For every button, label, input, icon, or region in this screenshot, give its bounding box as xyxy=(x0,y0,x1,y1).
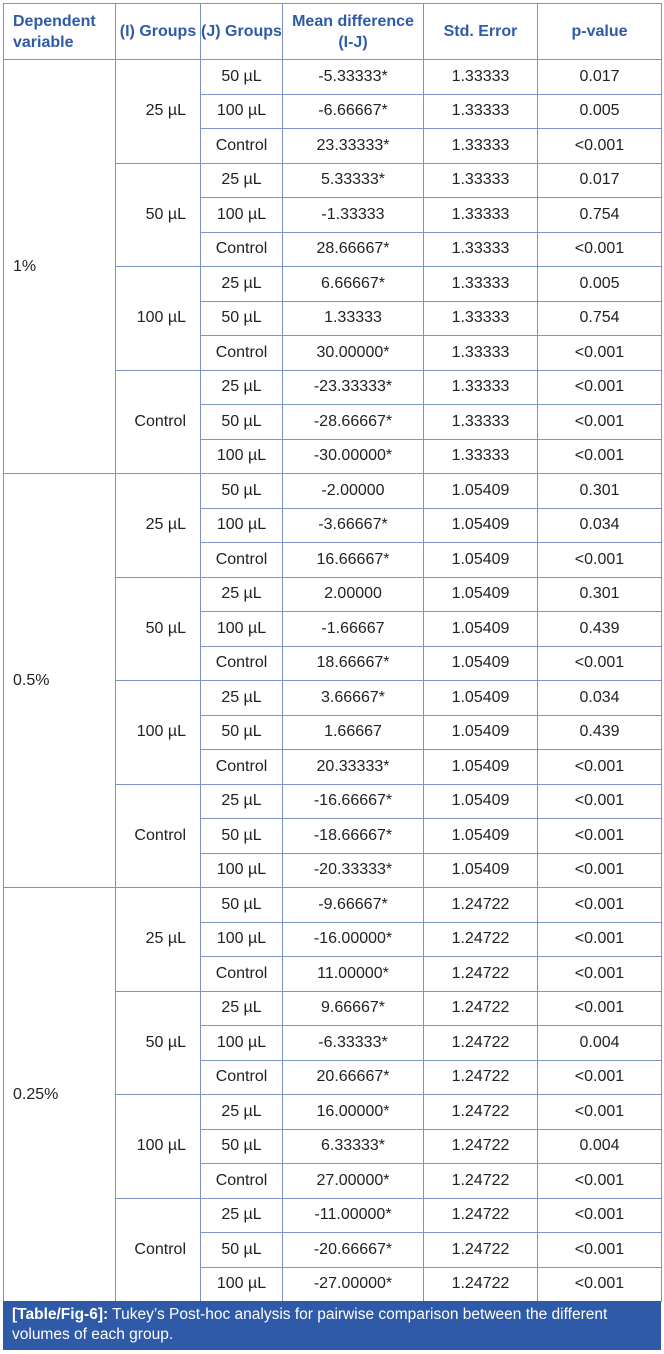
std-error-cell: 1.33333 xyxy=(424,405,538,440)
std-error-cell: 1.33333 xyxy=(424,301,538,336)
group-j-cell: 100 µL xyxy=(201,94,283,129)
mean-difference-cell: -27.00000* xyxy=(283,1267,424,1302)
mean-difference-cell: -3.66667* xyxy=(283,508,424,543)
mean-difference-cell: -28.66667* xyxy=(283,405,424,440)
std-error-cell: 1.33333 xyxy=(424,267,538,302)
table-body xyxy=(4,60,662,1302)
table-header xyxy=(4,4,662,60)
mean-difference-cell: 30.00000* xyxy=(283,336,424,371)
std-error-cell: 1.24722 xyxy=(424,1233,538,1268)
caption-label: [Table/Fig-6]: xyxy=(12,1306,109,1323)
group-j-cell: 100 µL xyxy=(201,198,283,233)
p-value-cell: 0.034 xyxy=(538,508,662,543)
mean-difference-cell: -16.66667* xyxy=(283,784,424,819)
p-value-cell: <0.001 xyxy=(538,543,662,578)
group-j-cell: 25 µL xyxy=(201,370,283,405)
std-error-cell: 1.24722 xyxy=(424,1026,538,1061)
p-value-cell: <0.001 xyxy=(538,750,662,785)
std-error-cell: 1.33333 xyxy=(424,94,538,129)
std-error-cell: 1.33333 xyxy=(424,370,538,405)
p-value-cell: 0.017 xyxy=(538,60,662,95)
p-value-cell: <0.001 xyxy=(538,232,662,267)
p-value-cell: 0.017 xyxy=(538,163,662,198)
std-error-cell: 1.24722 xyxy=(424,991,538,1026)
mean-difference-cell: 2.00000 xyxy=(283,577,424,612)
std-error-cell: 1.24722 xyxy=(424,888,538,923)
mean-difference-cell: -11.00000* xyxy=(283,1198,424,1233)
mean-difference-cell: -5.33333* xyxy=(283,60,424,95)
header-group-j: (J) Groups xyxy=(201,4,283,60)
std-error-cell: 1.05409 xyxy=(424,819,538,854)
group-j-cell: 100 µL xyxy=(201,922,283,957)
group-j-cell: Control xyxy=(201,1164,283,1199)
mean-difference-cell: 18.66667* xyxy=(283,646,424,681)
std-error-cell: 1.24722 xyxy=(424,957,538,992)
std-error-cell: 1.05409 xyxy=(424,853,538,888)
group-j-cell: 25 µL xyxy=(201,1095,283,1130)
p-value-cell: <0.001 xyxy=(538,336,662,371)
p-value-cell: <0.001 xyxy=(538,1267,662,1302)
table-caption xyxy=(3,1301,661,1350)
group-j-cell: 25 µL xyxy=(201,1198,283,1233)
dependent-variable-cell: 0.5% xyxy=(4,474,116,888)
std-error-cell: 1.33333 xyxy=(424,60,538,95)
mean-difference-cell: -23.33333* xyxy=(283,370,424,405)
group-i-cell: 50 µL xyxy=(116,991,201,1095)
p-value-cell: <0.001 xyxy=(538,1164,662,1199)
table-figure xyxy=(3,3,661,1350)
group-j-cell: Control xyxy=(201,646,283,681)
p-value-cell: 0.754 xyxy=(538,198,662,233)
p-value-cell: <0.001 xyxy=(538,439,662,474)
group-i-cell: 50 µL xyxy=(116,163,201,267)
p-value-cell: 0.005 xyxy=(538,267,662,302)
header-p-value: p-value xyxy=(538,4,662,60)
group-j-cell: 50 µL xyxy=(201,60,283,95)
header-row xyxy=(4,4,662,60)
std-error-cell: 1.05409 xyxy=(424,474,538,509)
p-value-cell: <0.001 xyxy=(538,1198,662,1233)
mean-difference-cell: 6.33333* xyxy=(283,1129,424,1164)
p-value-cell: 0.034 xyxy=(538,681,662,716)
group-i-cell: 100 µL xyxy=(116,1095,201,1199)
group-j-cell: 50 µL xyxy=(201,474,283,509)
std-error-cell: 1.33333 xyxy=(424,129,538,164)
group-j-cell: 50 µL xyxy=(201,405,283,440)
group-j-cell: Control xyxy=(201,750,283,785)
std-error-cell: 1.05409 xyxy=(424,784,538,819)
header-std-error: Std. Error xyxy=(424,4,538,60)
p-value-cell: <0.001 xyxy=(538,819,662,854)
std-error-cell: 1.24722 xyxy=(424,922,538,957)
p-value-cell: <0.001 xyxy=(538,888,662,923)
group-j-cell: 25 µL xyxy=(201,163,283,198)
group-j-cell: 50 µL xyxy=(201,1129,283,1164)
group-j-cell: 25 µL xyxy=(201,577,283,612)
std-error-cell: 1.24722 xyxy=(424,1164,538,1199)
header-group-i: (I) Groups xyxy=(116,4,201,60)
mean-difference-cell: -6.33333* xyxy=(283,1026,424,1061)
p-value-cell: <0.001 xyxy=(538,1060,662,1095)
group-i-cell: 25 µL xyxy=(116,474,201,578)
group-j-cell: 50 µL xyxy=(201,301,283,336)
mean-difference-cell: 16.66667* xyxy=(283,543,424,578)
group-i-cell: Control xyxy=(116,1198,201,1302)
std-error-cell: 1.33333 xyxy=(424,198,538,233)
group-j-cell: 25 µL xyxy=(201,991,283,1026)
group-j-cell: Control xyxy=(201,543,283,578)
group-j-cell: 50 µL xyxy=(201,888,283,923)
std-error-cell: 1.33333 xyxy=(424,439,538,474)
std-error-cell: 1.24722 xyxy=(424,1267,538,1302)
group-j-cell: Control xyxy=(201,232,283,267)
group-j-cell: 100 µL xyxy=(201,508,283,543)
mean-difference-cell: 27.00000* xyxy=(283,1164,424,1199)
mean-difference-cell: -20.66667* xyxy=(283,1233,424,1268)
std-error-cell: 1.05409 xyxy=(424,715,538,750)
mean-difference-cell: -9.66667* xyxy=(283,888,424,923)
std-error-cell: 1.24722 xyxy=(424,1095,538,1130)
std-error-cell: 1.24722 xyxy=(424,1129,538,1164)
group-j-cell: 50 µL xyxy=(201,715,283,750)
group-j-cell: 25 µL xyxy=(201,681,283,716)
mean-difference-cell: 5.33333* xyxy=(283,163,424,198)
mean-difference-cell: 6.66667* xyxy=(283,267,424,302)
p-value-cell: <0.001 xyxy=(538,370,662,405)
dependent-variable-cell: 0.25% xyxy=(4,888,116,1302)
mean-difference-cell: -6.66667* xyxy=(283,94,424,129)
group-i-cell: 100 µL xyxy=(116,681,201,785)
mean-difference-cell: 9.66667* xyxy=(283,991,424,1026)
group-j-cell: 25 µL xyxy=(201,267,283,302)
p-value-cell: <0.001 xyxy=(538,405,662,440)
mean-difference-cell: -20.33333* xyxy=(283,853,424,888)
p-value-cell: <0.001 xyxy=(538,991,662,1026)
group-j-cell: 100 µL xyxy=(201,612,283,647)
p-value-cell: <0.001 xyxy=(538,1095,662,1130)
mean-difference-cell: 3.66667* xyxy=(283,681,424,716)
std-error-cell: 1.05409 xyxy=(424,681,538,716)
mean-difference-cell: 28.66667* xyxy=(283,232,424,267)
group-j-cell: 25 µL xyxy=(201,784,283,819)
mean-difference-cell: -1.66667 xyxy=(283,612,424,647)
p-value-cell: <0.001 xyxy=(538,922,662,957)
dependent-variable-cell: 1% xyxy=(4,60,116,474)
mean-difference-cell: 20.66667* xyxy=(283,1060,424,1095)
mean-difference-cell: -1.33333 xyxy=(283,198,424,233)
mean-difference-cell: 23.33333* xyxy=(283,129,424,164)
group-i-cell: Control xyxy=(116,784,201,888)
std-error-cell: 1.05409 xyxy=(424,612,538,647)
group-j-cell: 50 µL xyxy=(201,819,283,854)
std-error-cell: 1.33333 xyxy=(424,163,538,198)
p-value-cell: <0.001 xyxy=(538,646,662,681)
caption-text: Tukey’s Post-hoc analysis for pairwise comparison between the different volumes of each group. xyxy=(12,1306,608,1343)
group-i-cell: 100 µL xyxy=(116,267,201,371)
mean-difference-cell: -18.66667* xyxy=(283,819,424,854)
p-value-cell: <0.001 xyxy=(538,853,662,888)
mean-difference-cell: 20.33333* xyxy=(283,750,424,785)
group-j-cell: 100 µL xyxy=(201,1026,283,1061)
p-value-cell: <0.001 xyxy=(538,129,662,164)
group-i-cell: 25 µL xyxy=(116,60,201,164)
std-error-cell: 1.05409 xyxy=(424,646,538,681)
p-value-cell: 0.754 xyxy=(538,301,662,336)
group-j-cell: 50 µL xyxy=(201,1233,283,1268)
mean-difference-cell: 1.33333 xyxy=(283,301,424,336)
group-j-cell: Control xyxy=(201,957,283,992)
p-value-cell: 0.439 xyxy=(538,715,662,750)
table-row xyxy=(4,888,662,923)
table-row xyxy=(4,60,662,95)
header-dependent-variable: Dependent variable xyxy=(4,4,116,60)
std-error-cell: 1.05409 xyxy=(424,750,538,785)
std-error-cell: 1.24722 xyxy=(424,1198,538,1233)
mean-difference-cell: -2.00000 xyxy=(283,474,424,509)
table-row xyxy=(4,474,662,509)
std-error-cell: 1.33333 xyxy=(424,232,538,267)
group-j-cell: 100 µL xyxy=(201,1267,283,1302)
group-j-cell: Control xyxy=(201,1060,283,1095)
posthoc-table xyxy=(3,3,662,1302)
std-error-cell: 1.05409 xyxy=(424,508,538,543)
p-value-cell: <0.001 xyxy=(538,1233,662,1268)
mean-difference-cell: 1.66667 xyxy=(283,715,424,750)
mean-difference-cell: 11.00000* xyxy=(283,957,424,992)
group-j-cell: 100 µL xyxy=(201,853,283,888)
p-value-cell: 0.301 xyxy=(538,577,662,612)
mean-difference-cell: -30.00000* xyxy=(283,439,424,474)
group-j-cell: Control xyxy=(201,129,283,164)
group-i-cell: Control xyxy=(116,370,201,474)
std-error-cell: 1.33333 xyxy=(424,336,538,371)
std-error-cell: 1.24722 xyxy=(424,1060,538,1095)
p-value-cell: <0.001 xyxy=(538,784,662,819)
mean-difference-cell: -16.00000* xyxy=(283,922,424,957)
p-value-cell: 0.005 xyxy=(538,94,662,129)
group-i-cell: 50 µL xyxy=(116,577,201,681)
std-error-cell: 1.05409 xyxy=(424,577,538,612)
p-value-cell: 0.004 xyxy=(538,1026,662,1061)
group-i-cell: 25 µL xyxy=(116,888,201,992)
group-j-cell: 100 µL xyxy=(201,439,283,474)
header-mean-difference: Mean difference (I-J) xyxy=(283,4,424,60)
p-value-cell: 0.004 xyxy=(538,1129,662,1164)
p-value-cell: 0.439 xyxy=(538,612,662,647)
p-value-cell: 0.301 xyxy=(538,474,662,509)
std-error-cell: 1.05409 xyxy=(424,543,538,578)
p-value-cell: <0.001 xyxy=(538,957,662,992)
group-j-cell: Control xyxy=(201,336,283,371)
mean-difference-cell: 16.00000* xyxy=(283,1095,424,1130)
